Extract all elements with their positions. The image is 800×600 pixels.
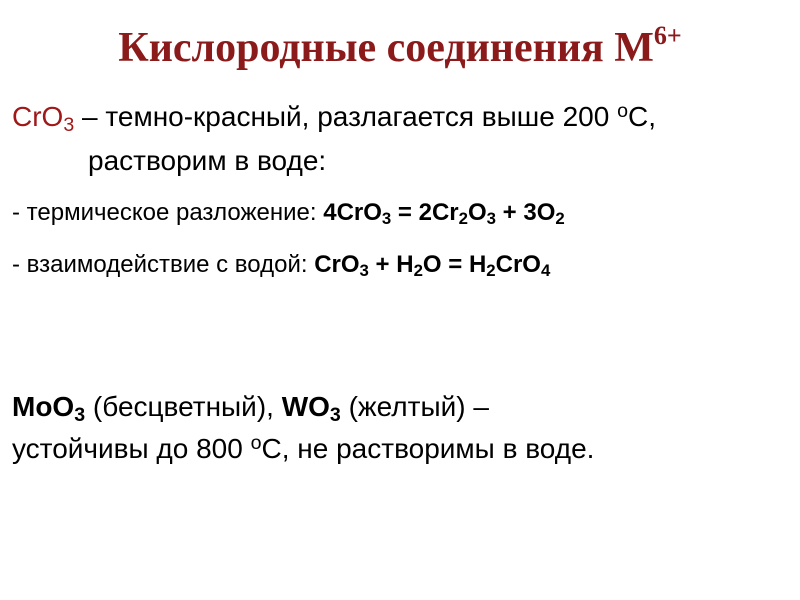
thermal-decomposition-line [12, 198, 565, 228]
equation-segment: O [467, 199, 487, 226]
cro3-description-line1 [12, 100, 656, 134]
equation-segment: = 2Cr [391, 199, 459, 226]
thermal-decomposition-equation [323, 199, 565, 229]
equation-subscript: 3 [381, 209, 392, 229]
equation-segment: O = H [422, 251, 487, 278]
moo3-color-text: (бесцветный), [85, 391, 282, 422]
cro3-formula-subscript: 3 [63, 113, 75, 136]
cro3-description-line2 [88, 144, 326, 178]
cro3-solubility-text: растворим в воде: [88, 145, 327, 176]
equation-segment: CrO [495, 251, 541, 278]
equation-subscript: 3 [359, 261, 369, 281]
cro3-description-text: – темно-красный, разлагается выше 200 [74, 101, 618, 132]
cro3-formula [12, 101, 75, 136]
equation-subscript: 2 [458, 209, 468, 229]
wo3-formula [281, 391, 341, 426]
moo3-wo3-line2 [12, 432, 594, 466]
equation-segment: CrO [314, 251, 360, 278]
water-reaction-label: - взаимодействие с водой: [12, 251, 315, 278]
water-reaction-line [12, 250, 550, 280]
wo3-color-text: (желтый) – [340, 391, 489, 422]
degree-mark: o [250, 432, 262, 455]
equation-segment: + 3O [496, 199, 556, 226]
equation-subscript: 3 [486, 209, 496, 229]
equation-subscript: 4 [540, 261, 551, 281]
cro3-description-unit: С, [627, 101, 656, 132]
equation-subscript: 2 [486, 261, 496, 281]
title-text: Кислородные соединения М [118, 25, 654, 71]
wo3-formula-base: WO [281, 391, 330, 422]
cro3-formula-base: CrO [12, 101, 64, 132]
equation-segment: 4CrO [323, 199, 382, 226]
wo3-formula-subscript: 3 [329, 403, 341, 426]
water-reaction-equation [314, 251, 551, 281]
stability-unit-text: С, не растворимы в воде. [261, 433, 595, 464]
equation-subscript: 2 [413, 261, 423, 281]
moo3-formula-subscript: 3 [74, 403, 86, 426]
stability-text: устойчивы до 800 [12, 433, 251, 464]
moo3-formula-base: MoO [12, 391, 75, 422]
title-superscript: 6+ [653, 21, 682, 50]
page-title [0, 10, 800, 76]
moo3-wo3-line1 [12, 390, 489, 424]
equation-subscript: 2 [555, 209, 565, 229]
thermal-decomposition-label: - термическое разложение: [12, 199, 324, 226]
equation-segment: + H [368, 251, 414, 278]
moo3-formula [12, 391, 86, 426]
degree-mark: o [617, 100, 628, 123]
